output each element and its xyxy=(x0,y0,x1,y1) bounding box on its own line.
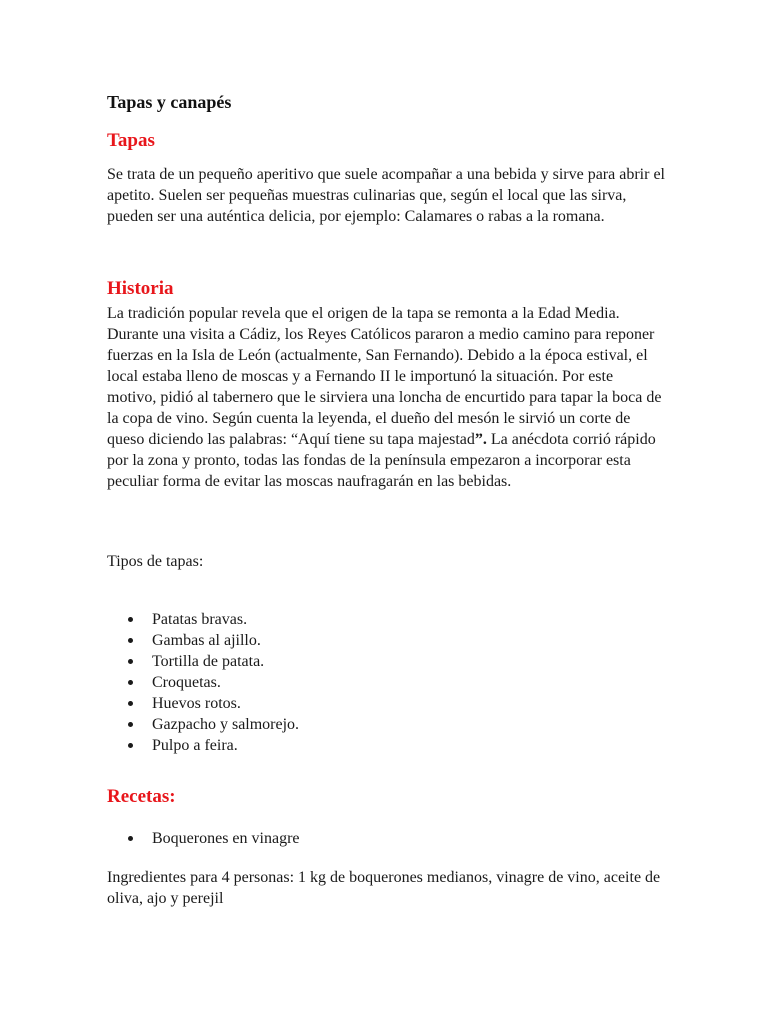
bullet-icon xyxy=(128,617,133,622)
list-item-label: Tortilla de patata. xyxy=(152,653,265,670)
bullet-icon xyxy=(128,680,133,685)
bullet-icon xyxy=(128,659,133,664)
historia-paragraph xyxy=(107,303,665,492)
recetas-list xyxy=(107,828,300,849)
section-heading-historia: Historia xyxy=(107,278,174,299)
list-item xyxy=(107,693,299,714)
ingredients-paragraph: Ingredientes para 4 personas: 1 kg de boquerones medianos, vinagre de vino, aceite de oliva, ajo y perejil xyxy=(107,869,661,907)
tapas-paragraph: Se trata de un pequeño aperitivo que suele acompañar a una bebida y sirve para abrir el apetito. Suelen ser pequeñas muestras culinarias que, según el local que las sirva, pueden ser una auténtica delicia, por ejemplo: Calamares o rabas a la romana. xyxy=(107,166,665,225)
section-heading-recetas: Recetas: xyxy=(107,786,176,807)
list-item-label: Croquetas. xyxy=(152,674,221,691)
document-title: Tapas y canapés xyxy=(107,92,232,112)
bullet-icon xyxy=(128,701,133,706)
historia-text-part2: La anécdota corrió rápido por la zona y pronto, todas las fondas de la península empezaron a incorporar esta peculiar forma de evitar las moscas naufragarán en las bebidas. xyxy=(107,431,656,490)
bullet-icon xyxy=(128,638,133,643)
list-item-label: Gazpacho y salmorejo. xyxy=(152,716,300,733)
bullet-icon xyxy=(128,722,133,727)
list-item xyxy=(107,630,299,651)
list-item xyxy=(107,735,299,756)
historia-text-bold: ”. xyxy=(474,431,487,448)
list-item xyxy=(107,828,300,849)
list-item-label: Boquerones en vinagre xyxy=(152,830,300,847)
list-item xyxy=(107,672,299,693)
list-item xyxy=(107,651,299,672)
list-item-label: Gambas al ajillo. xyxy=(152,632,261,649)
section-heading-tapas: Tapas xyxy=(107,130,155,151)
tipos-label: Tipos de tapas: xyxy=(107,553,204,570)
historia-text-part1: La tradición popular revela que el origen de la tapa se remonta a la Edad Media. Durante una visita a Cádiz, los Reyes Católicos pararon a medio camino para reponer fuerzas en la Isla de León (actualmente, San Fernando). Debido a la época estival, el local estaba lleno de moscas y a Fernando II le importunó la situación. Por este motivo, pidió al tabernero que le sirviera una loncha de encurtido para tapar la boca de la copa de vino. Según cuenta la leyenda, el dueño del mesón le sirvió un corte de queso diciendo las palabras: “Aquí tiene su tapa majestad xyxy=(107,305,662,448)
list-item xyxy=(107,609,299,630)
tipos-list xyxy=(107,609,299,756)
list-item-label: Huevos rotos. xyxy=(152,695,241,712)
list-item-label: Patatas bravas. xyxy=(152,611,248,628)
bullet-icon xyxy=(128,836,133,841)
bullet-icon xyxy=(128,743,133,748)
list-item xyxy=(107,714,299,735)
list-item-label: Pulpo a feira. xyxy=(152,737,238,754)
